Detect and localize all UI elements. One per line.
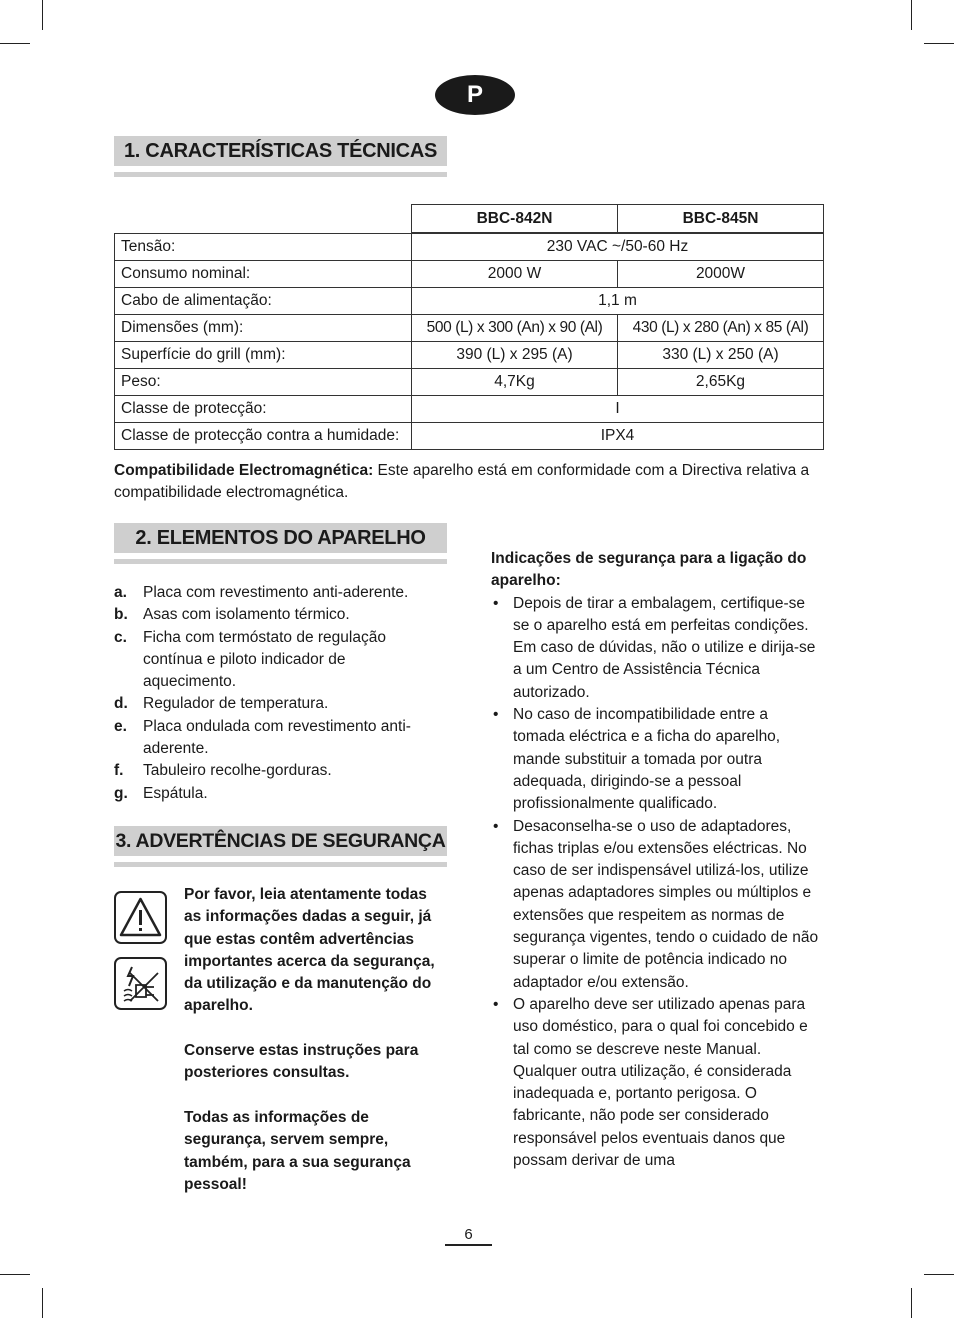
row-label: Classe de protecção: (115, 396, 412, 423)
compatibility-text: Este aparelho está em conformidade com a Directiva relativa a compatibilidade electromagnética. (114, 462, 810, 501)
table-row (115, 261, 824, 288)
row-label: Dimensões (mm): (115, 315, 412, 342)
connection-bullets (491, 593, 821, 1173)
row-label: Cabo de alimentação: (115, 288, 412, 315)
elements-list (114, 582, 434, 805)
table-row (115, 288, 824, 315)
row-value: 2000 W (412, 261, 618, 288)
section-heading-safety (114, 826, 447, 856)
connection-title: Indicações de segurança para a ligação do aparelho: (491, 550, 807, 590)
row-value: 1,1 m (412, 288, 824, 315)
section-title: 3. ADVERTÊNCIAS DE SEGURANÇA (115, 829, 446, 852)
row-label: Tensão: (115, 233, 412, 261)
row-value: 230 VAC ~/50-60 Hz (412, 233, 824, 261)
row-label: Peso: (115, 369, 412, 396)
item-text: Placa com revestimento anti-aderente. (143, 584, 409, 601)
item-text: Ficha com termóstato de regulação contínua e piloto indicador de aquecimento. (143, 628, 386, 691)
item-key: d. (114, 695, 128, 713)
item-key: e. (114, 717, 127, 735)
bullet-item: • No caso de incompatibilidade entre a tomada eléctrica e a ficha do aparelho, mande substituir a tomada por outra adequada, dirigindo-se a pessoal profissionalmente qualificado. (491, 704, 821, 815)
item-key: c. (114, 628, 127, 646)
model-header: BBC-842N (412, 205, 618, 234)
section-underline (114, 559, 447, 564)
crop-mark (924, 1274, 954, 1275)
item-key: f. (114, 762, 124, 780)
item-text: Regulador de temperatura. (143, 695, 329, 713)
row-value: 500 (L) x 300 (An) x 90 (Al) (412, 315, 618, 342)
item-key: b. (114, 606, 128, 624)
no-water-icon (114, 957, 167, 1010)
safety-intro (184, 884, 446, 1218)
item-text: Asas com isolamento térmico. (143, 606, 350, 624)
language-badge: P (435, 75, 515, 115)
warning-triangle-icon (114, 891, 167, 944)
table-row (115, 342, 824, 369)
row-value: 4,7Kg (412, 369, 618, 396)
page-number: 6 (445, 1226, 492, 1246)
crop-mark (42, 0, 43, 30)
list-item (114, 582, 434, 604)
list-item (114, 760, 434, 782)
compatibility-note (114, 460, 826, 504)
list-item (114, 604, 434, 626)
crop-mark (0, 1274, 30, 1275)
safety-paragraph: Conserve estas instruções para posteriores consultas. (184, 1042, 419, 1082)
list-item (114, 627, 434, 694)
model-header: BBC-845N (618, 205, 824, 234)
item-key: a. (114, 584, 127, 601)
table-header-row (115, 205, 824, 234)
list-item (114, 783, 434, 805)
row-value: IPX4 (412, 423, 824, 450)
item-text: Placa ondulada com revestimento anti-aderente. (143, 717, 411, 758)
bullet-item: • O aparelho deve ser utilizado apenas para uso doméstico, para o qual foi concebido e tal como se descreve neste Manual. Qualquer outra utilização, é considerada inadequada e, portanto perigosa. O fabricante, não pode ser considerado responsável pelos eventuais danos que possam derivar de uma (491, 994, 821, 1172)
row-value: 430 (L) x 280 (An) x 85 (Al) (618, 315, 824, 342)
table-corner (115, 205, 412, 234)
spec-table (114, 204, 824, 450)
row-label: Classe de protecção contra a humidade: (115, 423, 412, 450)
table-row (115, 369, 824, 396)
table-row (115, 423, 824, 450)
item-text: Espátula. (143, 784, 208, 802)
section-title: 1. CARACTERÍSTICAS TÉCNICAS (123, 139, 438, 162)
table-row (115, 396, 824, 423)
compatibility-label: Compatibilidade Electromagnética: (114, 462, 374, 479)
section-title: 2. ELEMENTOS DO APARELHO (135, 526, 426, 549)
row-value: 2000W (618, 261, 824, 288)
crop-mark (42, 1288, 43, 1318)
section-heading-technical (114, 136, 447, 166)
section-underline (114, 172, 447, 177)
safety-paragraph: Por favor, leia atentamente todas as informações dadas a seguir, já que estas contêm advertências importantes acerca da segurança, da utilização e da manutenção do aparelho. (184, 886, 435, 1015)
crop-mark (924, 43, 954, 44)
list-item (114, 693, 434, 715)
connection-safety (491, 548, 821, 1172)
row-label: Superfície do grill (mm): (115, 342, 412, 369)
list-item (114, 716, 434, 761)
crop-mark (0, 43, 30, 44)
row-label: Consumo nominal: (115, 261, 412, 288)
row-value: I (412, 396, 824, 423)
crop-mark (911, 0, 912, 30)
row-value: 330 (L) x 250 (A) (618, 342, 824, 369)
table-row (115, 315, 824, 342)
section-underline (114, 862, 447, 867)
bullet-item: • Desaconselha-se o uso de adaptadores, fichas triplas e/ou extensões eléctricas. No caso de ser indispensável utilizá-los, utilize apenas adaptadores simples ou múltiplos e extensões que respeitem as normas de segurança vigentes, tendo o cuidado de não superar o limite de potência indicado no adaptador e/ou extensão. (491, 816, 821, 994)
item-text: Tabuleiro recolhe-gorduras. (143, 762, 332, 780)
item-key: g. (114, 784, 128, 802)
crop-mark (911, 1288, 912, 1318)
bullet-item: • Depois de tirar a embalagem, certifique-se se o aparelho está em perfeitas condições. Em caso de dúvidas, não o utilize e dirija-se a um Centro de Assistência Técnica autorizado. (491, 593, 821, 704)
safety-paragraph: Todas as informações de segurança, servem sempre, também, para a sua segurança pessoal! (184, 1108, 411, 1193)
section-heading-elements (114, 523, 447, 553)
row-value: 390 (L) x 295 (A) (412, 342, 618, 369)
table-row (115, 233, 824, 261)
row-value: 2,65Kg (618, 369, 824, 396)
